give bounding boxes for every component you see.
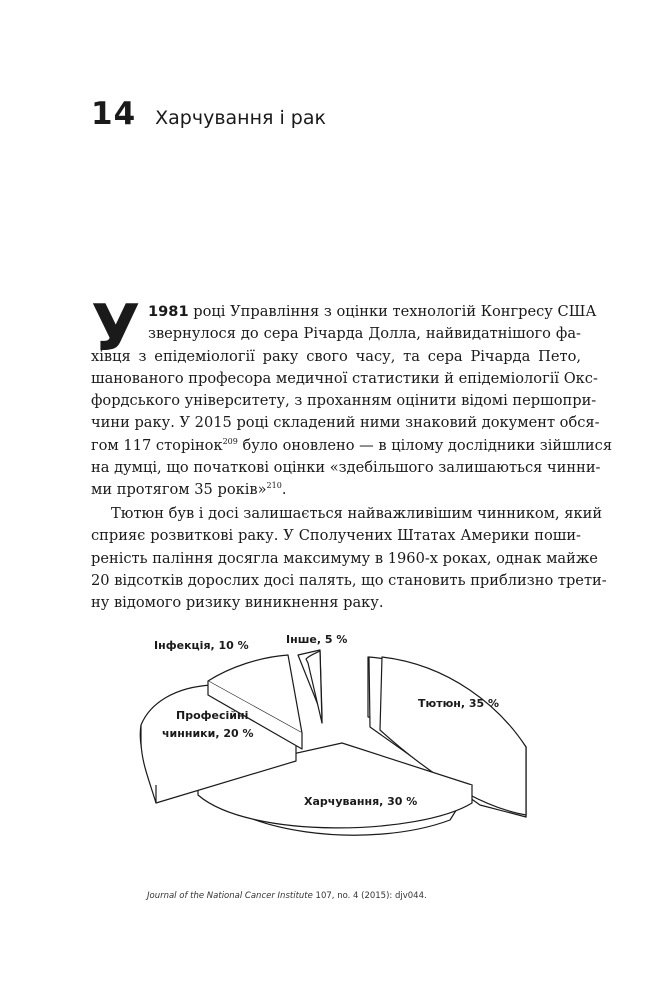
text-line: ну відомого ризику виникнення раку. [91,594,384,612]
text-fragment: було оновлено — в цілому дослідники зійшлися [237,436,613,454]
label-tobacco: Тютюн, 35 % [418,697,500,710]
text-fragment: . [281,481,287,499]
lead-year: 1981 [148,303,189,320]
text-line: Тютюн був і досі залишається найважливішим чинником, який [111,505,603,522]
figure-caption [147,891,427,901]
text-line: на думці, що початкові оцінки «здебільшого залишаються чинни- [91,459,601,477]
label-other: Інше, 5 % [286,633,348,646]
text-line: фордського університету, з проханням оцінити відомі першопри- [91,392,597,410]
text-line: шанованого професора медичної статистики й епідеміології Окс- [91,369,598,387]
text-line: хівця з епідеміології раку свого часу, та сера Річарда Пето, [91,347,581,365]
footnote-ref[interactable]: 209 [222,436,238,446]
pie-chart-svg [120,625,560,850]
text-line [91,479,581,501]
text-line: сприяє розвиткові раку. У Сполучених Штатах Америки поши- [91,527,581,545]
label-infection: Інфекція, 10 % [154,639,249,652]
text-line: реність паління досягла максимуму в 1960-х роках, однак майже [91,549,598,567]
chapter-heading [91,96,326,132]
text-line: звернулося до сера Річарда Долла, найвидатнішого фа- [148,325,581,343]
caption-details: 107, no. 4 (2015): djv044. [312,891,427,901]
text-line: 20 відсотків дорослих досі палять, що становить приблизно трети- [91,571,607,589]
chapter-title: Харчування і рак [155,107,326,129]
paragraph-2 [91,503,607,614]
text-line [91,301,597,323]
pie-slice-other [298,650,322,723]
label-nutrition: Харчування, 30 % [304,795,418,808]
label-occupational-line1: Професійні [176,709,249,722]
text-line: чини раку. У 2015 році складений ними знаковий документ обся- [91,414,600,432]
drop-cap: У [91,292,141,366]
paragraph-1 [91,301,613,502]
footnote-ref[interactable]: 210 [266,481,282,491]
text-line [91,435,613,457]
text-fragment: році Управління з оцінки технологій Конгресу США [188,303,597,320]
text-fragment: ми протягом 35 років» [91,481,267,499]
cancer-causes-pie-chart [120,625,560,850]
caption-journal: Journal of the National Cancer Institute [147,891,313,901]
chapter-number: 14 [91,96,137,132]
text-fragment: гом 117 сторінок [91,436,223,454]
label-occupational-line2: чинники, 20 % [162,727,254,740]
